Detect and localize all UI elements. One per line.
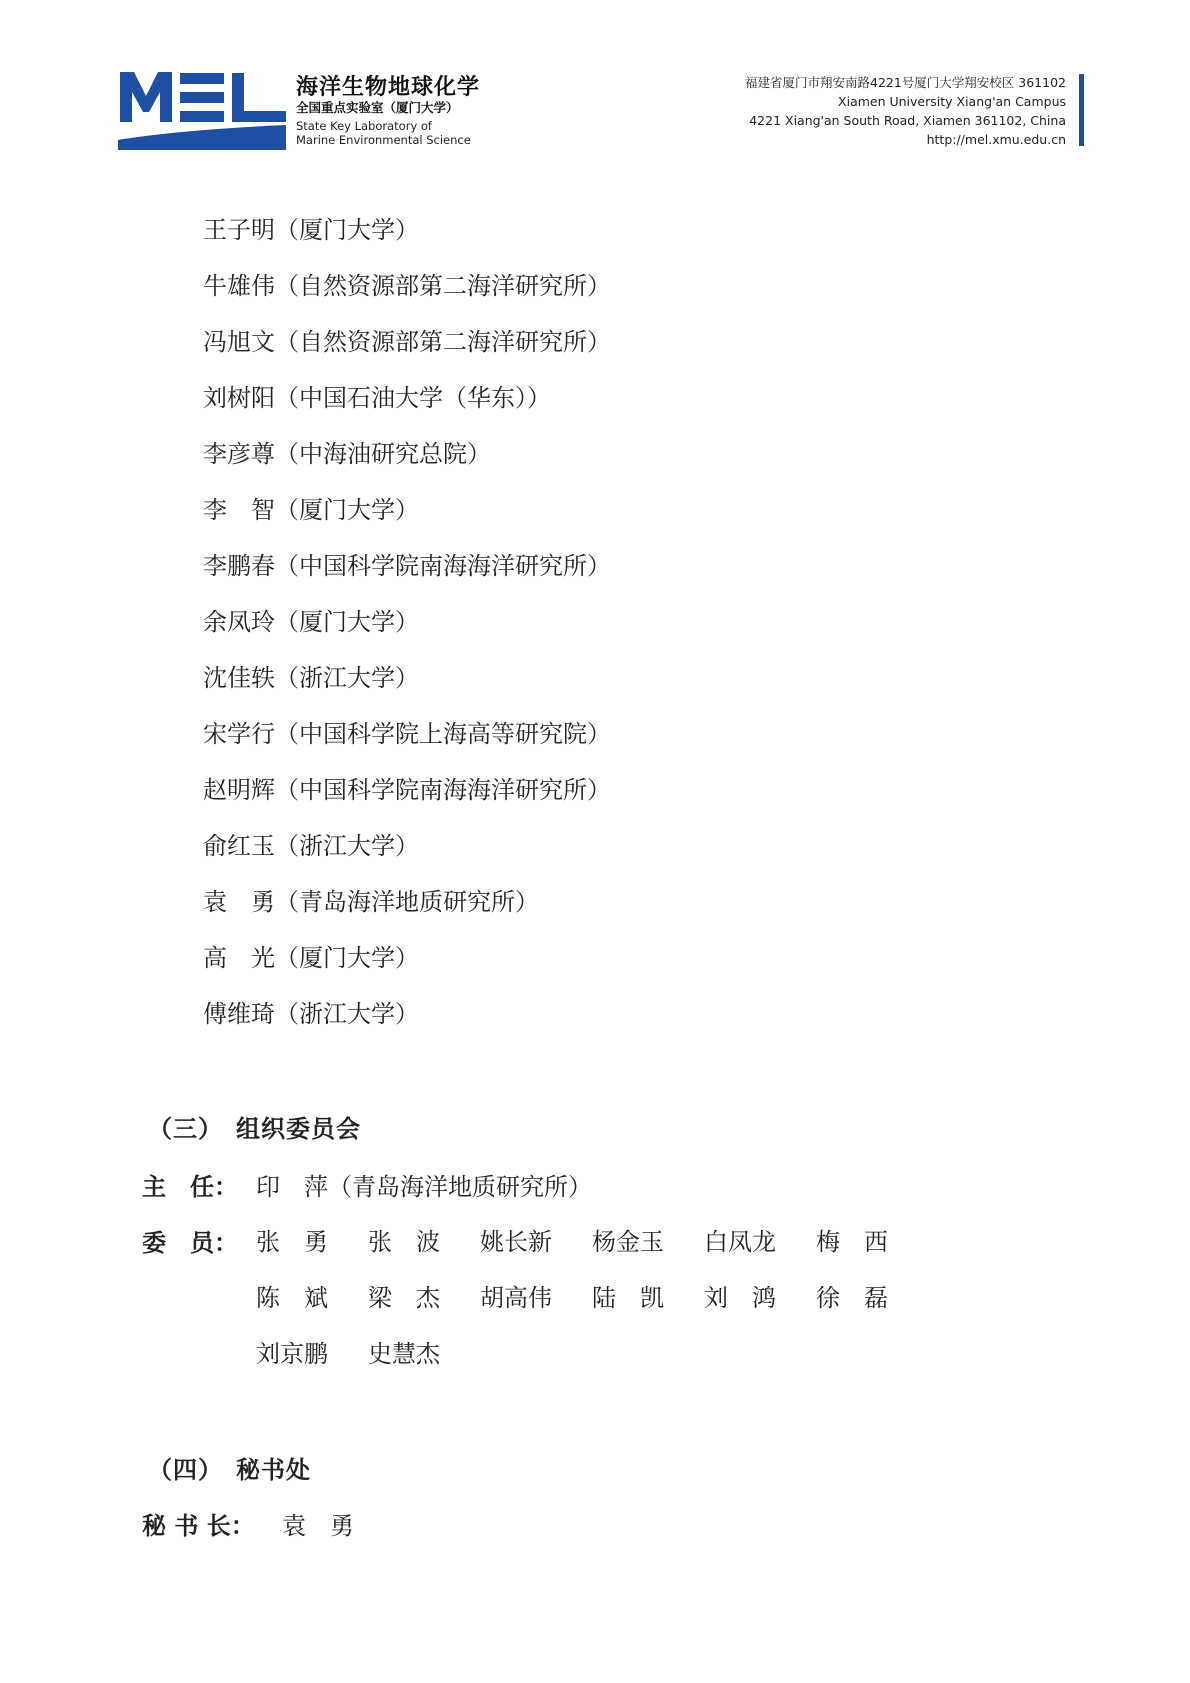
secretary-general-row: [142, 1506, 354, 1541]
address-accent-bar: [1079, 74, 1084, 146]
secretary-general-label: 秘 书 长：: [142, 1512, 255, 1540]
member-name: 杨金玉: [592, 1228, 664, 1256]
member-name: 梁 杰: [368, 1284, 440, 1312]
member-name: 梅 西: [816, 1228, 888, 1256]
mel-logo-graphic: [118, 70, 288, 150]
mel-logo: [118, 70, 288, 150]
list-item: 傅维琦（浙江大学）: [203, 1000, 419, 1028]
list-item: 沈佳轶（浙江大学）: [203, 664, 419, 692]
lab-subtitle-cn: 全国重点实验室（厦门大学）: [296, 100, 459, 115]
member-name: 刘 鸿: [704, 1284, 776, 1312]
list-item: 袁 勇（青岛海洋地质研究所）: [203, 888, 539, 916]
member-name: 姚长新: [480, 1228, 552, 1256]
address-line-cn: 福建省厦门市翔安南路4221号厦门大学翔安校区 361102: [744, 75, 1066, 90]
committee-member-list: [203, 210, 611, 1050]
list-item: 赵明辉（中国科学院南海海洋研究所）: [203, 776, 611, 804]
member-name: 陈 斌: [256, 1284, 328, 1312]
list-item: 俞红玉（浙江大学）: [203, 832, 419, 860]
list-item: 李鹏春（中国科学院南海海洋研究所）: [203, 552, 611, 580]
members-row: [142, 1223, 256, 1258]
organizing-members-grid: [256, 1223, 928, 1373]
members-label: 委 员：: [142, 1229, 238, 1257]
member-name: 陆 凯: [592, 1284, 664, 1312]
section-heading-secretariat: （四） 秘书处: [148, 1456, 311, 1484]
lab-address: [745, 73, 1066, 149]
member-name: 刘京鹏: [256, 1340, 328, 1368]
member-name: 徐 磊: [816, 1284, 888, 1312]
member-name: 白凤龙: [704, 1228, 776, 1256]
list-item: 李彦尊（中海油研究总院）: [203, 440, 491, 468]
address-line-url: http://mel.xmu.edu.cn: [926, 132, 1066, 147]
lab-name-en-line1: State Key Laboratory of: [296, 119, 432, 133]
list-item: 刘树阳（中国石油大学（华东））: [203, 384, 551, 412]
member-name: 史慧杰: [368, 1340, 440, 1368]
list-item: 王子明（厦门大学）: [203, 216, 419, 244]
director-row: [142, 1167, 592, 1202]
member-name: 张 波: [368, 1228, 440, 1256]
list-item: 李 智（厦门大学）: [203, 496, 419, 524]
director-label: 主 任：: [142, 1173, 238, 1201]
lab-name-en: [296, 119, 471, 147]
list-item: 宋学行（中国科学院上海高等研究院）: [203, 720, 611, 748]
list-item: 高 光（厦门大学）: [203, 944, 419, 972]
list-item: 余凤玲（厦门大学）: [203, 608, 419, 636]
member-name: 张 勇: [256, 1228, 328, 1256]
address-line-campus: Xiamen University Xiang'an Campus: [838, 94, 1066, 109]
member-name: 胡高伟: [480, 1284, 552, 1312]
section-heading-organizing-committee: （三） 组织委员会: [148, 1115, 361, 1143]
list-item: 牛雄伟（自然资源部第二海洋研究所）: [203, 272, 611, 300]
lab-name-en-line2: Marine Environmental Science: [296, 133, 471, 147]
director-name: 印 萍（青岛海洋地质研究所）: [256, 1173, 592, 1201]
secretary-general-name: 袁 勇: [282, 1512, 354, 1540]
address-line-street: 4221 Xiang'an South Road, Xiamen 361102, China: [749, 113, 1066, 128]
list-item: 冯旭文（自然资源部第二海洋研究所）: [203, 328, 611, 356]
lab-title-cn: 海洋生物地球化学: [296, 75, 481, 100]
